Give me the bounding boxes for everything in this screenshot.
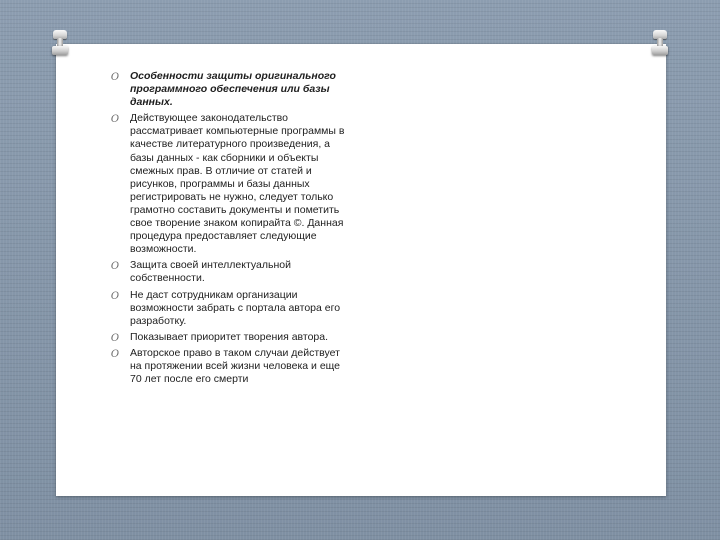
list-item-text: Действующее законодательство рассматривает компьютерные программы в качестве литературного произведения, а базы данных - как сборники и объекты смежных прав. В отличие от статей и рисунков, программы и базы данных регистрировать не нужно, следует только грамотно составить документы и пометить свое творение знаком копирайта ©. Данная процедура предоставляет следующие возможности.	[130, 112, 345, 256]
list-item	[110, 331, 350, 344]
list-item	[110, 112, 350, 256]
list-item-text: Защита своей интеллектуальной собственности.	[130, 259, 291, 285]
list-item	[110, 289, 350, 328]
bullet-list	[110, 70, 350, 389]
bullet-icon: O	[110, 114, 120, 126]
list-item-text: Не даст сотрудникам организации возможности забрать с портала автора его разработку.	[130, 288, 341, 327]
list-item	[110, 259, 350, 285]
pushpin-right-icon	[652, 30, 668, 56]
bullet-icon: O	[110, 290, 120, 302]
bullet-icon: O	[110, 332, 120, 344]
list-item	[110, 70, 350, 109]
pushpin-left-icon	[52, 30, 68, 56]
list-item-text: Показывает приоритет творения автора.	[130, 330, 329, 343]
bullet-icon: O	[110, 261, 120, 273]
bullet-icon: O	[110, 72, 120, 83]
list-item-heading: Особенности защиты оригинального программного обеспечения или базы данных.	[130, 70, 336, 109]
list-item	[110, 347, 350, 386]
bullet-icon: O	[110, 348, 120, 360]
list-item-text: Авторское право в таком случаи действует на протяжении всей жизни человека и еще 70 лет после его смерти	[130, 346, 341, 386]
